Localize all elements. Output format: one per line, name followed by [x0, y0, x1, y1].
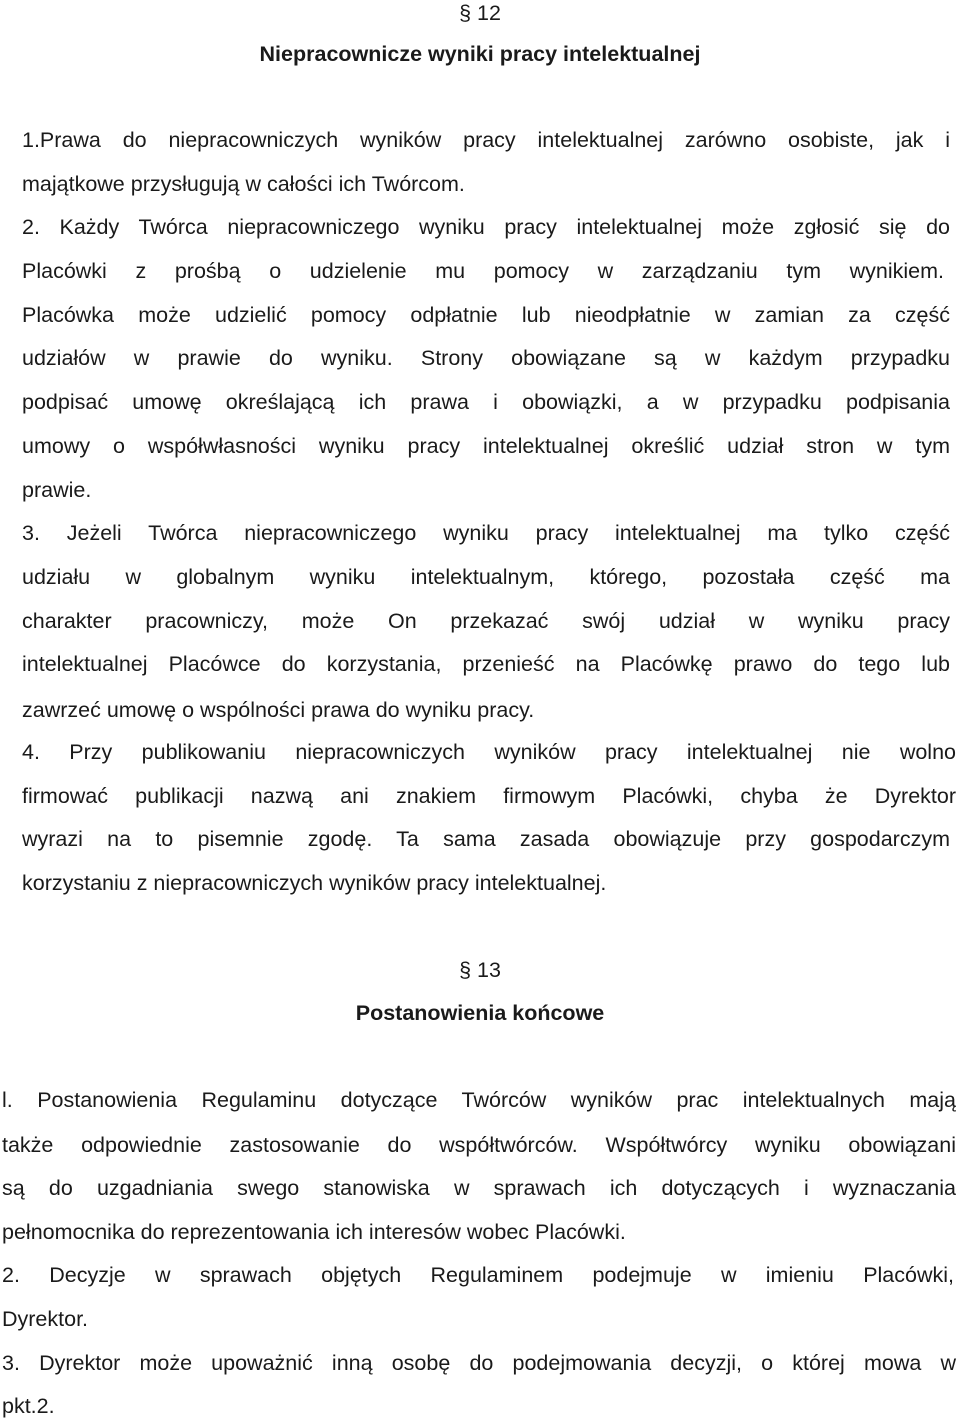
section-12-number: § 12: [459, 1, 501, 25]
paragraph-line: pkt.2.: [2, 1394, 55, 1418]
paragraph-line: l. Postanowienia Regulaminu dotyczące Twórców wyników prac intelektualnych mają: [2, 1088, 956, 1112]
paragraph-line: udziału w globalnym wyniku intelektualnym, którego, pozostała część ma: [22, 565, 950, 589]
paragraph-line: także odpowiednie zastosowanie do współtwórców. Współtwórcy wyniku obowiązani: [2, 1133, 956, 1157]
paragraph-line: udziałów w prawie do wyniku. Strony obowiązane są w każdym przypadku: [22, 346, 950, 370]
paragraph-line: 1.Prawa do niepracowniczych wyników pracy intelektualnej zarówno osobiste, jak i: [22, 128, 950, 152]
paragraph-line: 2. Decyzje w sprawach objętych Regulaminem podejmuje w imieniu Placówki,: [2, 1263, 954, 1287]
paragraph-line: 2. Każdy Twórca niepracowniczego wyniku pracy intelektualnej może zgłosić się do: [22, 215, 950, 239]
paragraph-line: majątkowe przysługują w całości ich Twórcom.: [22, 172, 465, 196]
paragraph-line: 3. Jeżeli Twórca niepracowniczego wyniku pracy intelektualnej ma tylko część: [22, 521, 950, 545]
paragraph-line: pełnomocnika do reprezentowania ich interesów wobec Placówki.: [2, 1220, 626, 1244]
paragraph-line: umowy o współwłasności wyniku pracy intelektualnej określić udział stron w tym: [22, 434, 950, 458]
paragraph-line: intelektualnej Placówce do korzystania, przenieść na Placówkę prawo do tego lub: [22, 652, 950, 676]
paragraph-line: są do uzgadniania swego stanowiska w sprawach ich dotyczących i wyznaczania: [2, 1176, 956, 1200]
section-12-title: Niepracownicze wyniki pracy intelektualnej: [259, 42, 701, 66]
paragraph-line: 3. Dyrektor może upoważnić inną osobę do podejmowania decyzji, o której mowa w: [2, 1351, 956, 1375]
paragraph-line: Placówka może udzielić pomocy odpłatnie lub nieodpłatnie w zamian za część: [22, 303, 950, 327]
paragraph-line: charakter pracowniczy, może On przekazać swój udział w wyniku pracy: [22, 609, 950, 633]
paragraph-line: firmować publikacji nazwą ani znakiem firmowym Placówki, chyba że Dyrektor: [22, 784, 956, 808]
paragraph-line: Placówki z prośbą o udzielenie mu pomocy w zarządzaniu tym wynikiem.: [22, 259, 944, 283]
section-13-number: § 13: [459, 958, 501, 982]
paragraph-line: prawie.: [22, 478, 92, 502]
paragraph-line: zawrzeć umowę o wspólności prawa do wyniku pracy.: [22, 698, 535, 722]
paragraph-line: wyrazi na to pisemnie zgodę. Ta sama zasada obowiązuje przy gospodarczym: [22, 827, 950, 851]
paragraph-line: Dyrektor.: [2, 1307, 89, 1331]
paragraph-line: korzystaniu z niepracowniczych wyników pracy intelektualnej.: [22, 871, 607, 895]
paragraph-line: podpisać umowę określającą ich prawa i obowiązki, a w przypadku podpisania: [22, 390, 950, 414]
paragraph-line: 4. Przy publikowaniu niepracowniczych wyników pracy intelektualnej nie wolno: [22, 740, 956, 764]
section-13-title: Postanowienia końcowe: [355, 1001, 605, 1025]
